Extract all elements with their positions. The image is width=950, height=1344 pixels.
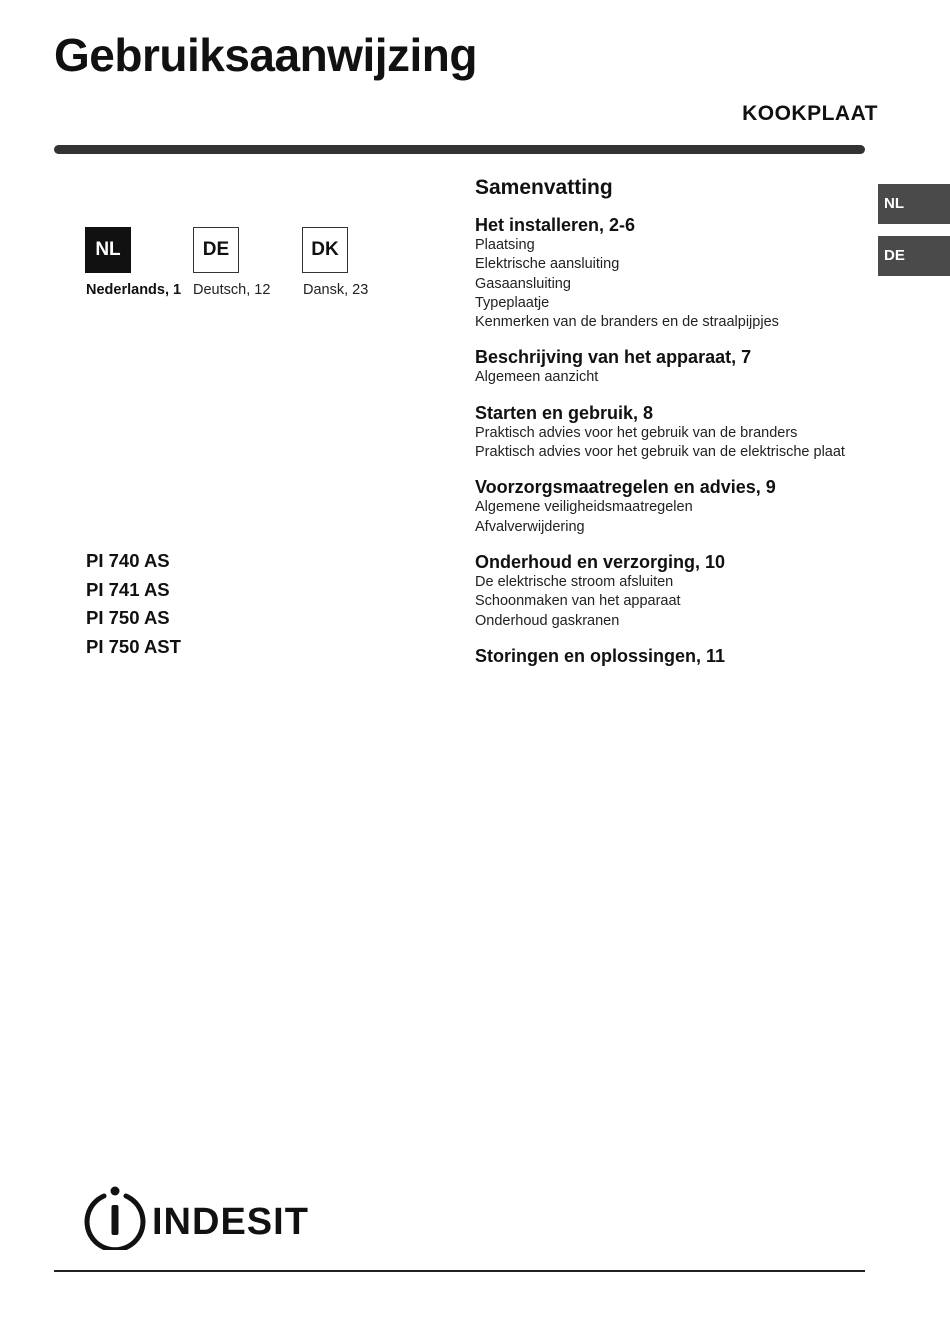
toc-item: Gasaansluiting xyxy=(475,275,571,292)
toc-section xyxy=(475,402,855,463)
product-type: KOOKPLAAT xyxy=(742,102,878,125)
header-divider xyxy=(54,145,865,154)
toc-section-heading[interactable]: Storingen en oplossingen, 11 xyxy=(475,645,726,666)
toc-section xyxy=(475,214,855,332)
toc-section xyxy=(475,476,855,537)
language-box-de[interactable]: DE xyxy=(193,227,239,273)
indesit-power-i-icon xyxy=(87,1187,143,1250)
toc-item: Schoonmaken van het apparaat xyxy=(475,593,681,610)
language-box-nl[interactable]: NL xyxy=(85,227,131,273)
toc-item: Elektrische aansluiting xyxy=(475,256,620,273)
model-name: PI 750 AS xyxy=(86,607,170,629)
toc-item: Typeplaatje xyxy=(475,294,550,311)
model-name: PI 741 AS xyxy=(86,578,170,600)
toc-item: Algemene veiligheidsmaatregelen xyxy=(475,499,693,516)
model-name: PI 740 AS xyxy=(86,550,170,571)
toc-item: Praktisch advies voor het gebruik van de branders xyxy=(475,424,798,441)
language-label-de: Deutsch, 12 xyxy=(193,282,271,298)
toc-section xyxy=(475,346,855,387)
toc-section-heading[interactable]: Voorzorgsmaatregelen en advies, 9 xyxy=(475,477,776,498)
toc-section-heading[interactable]: Starten en gebruik, 8 xyxy=(475,402,654,423)
language-box-dk[interactable]: DK xyxy=(302,227,348,273)
toc-item: Kenmerken van de branders en de straalpijpjes xyxy=(475,314,779,331)
logo-wordmark: INDESIT xyxy=(152,1201,309,1243)
toc-item: Afvalverwijdering xyxy=(475,518,585,535)
toc-item: Plaatsing xyxy=(475,237,535,253)
toc-section-heading[interactable]: Het installeren, 2-6 xyxy=(475,215,636,235)
language-label-dk: Dansk, 23 xyxy=(303,282,369,298)
toc-section xyxy=(475,551,855,631)
page-title: Gebruiksaanwijzing xyxy=(54,29,477,81)
side-tab-nl[interactable]: NL xyxy=(878,184,950,224)
model-list xyxy=(86,547,181,662)
toc-item: Praktisch advies voor het gebruik van de elektrische plaat xyxy=(475,444,845,461)
toc-section-heading[interactable]: Onderhoud en verzorging, 10 xyxy=(475,551,726,572)
side-tab-de[interactable]: DE xyxy=(878,236,950,276)
toc-section-heading[interactable]: Beschrijving van het apparaat, 7 xyxy=(475,347,752,368)
footer-divider xyxy=(54,1270,865,1272)
language-label-nl: Nederlands, 1 xyxy=(86,282,182,298)
table-of-contents xyxy=(475,176,855,681)
toc-title: Samenvatting xyxy=(475,176,613,199)
toc-item: Algemeen aanzicht xyxy=(475,369,599,386)
indesit-logo xyxy=(84,1184,324,1250)
toc-section xyxy=(475,645,855,667)
toc-item: Onderhoud gaskranen xyxy=(475,612,620,629)
toc-item: De elektrische stroom afsluiten xyxy=(475,573,674,590)
model-name: PI 750 AST xyxy=(86,636,181,658)
